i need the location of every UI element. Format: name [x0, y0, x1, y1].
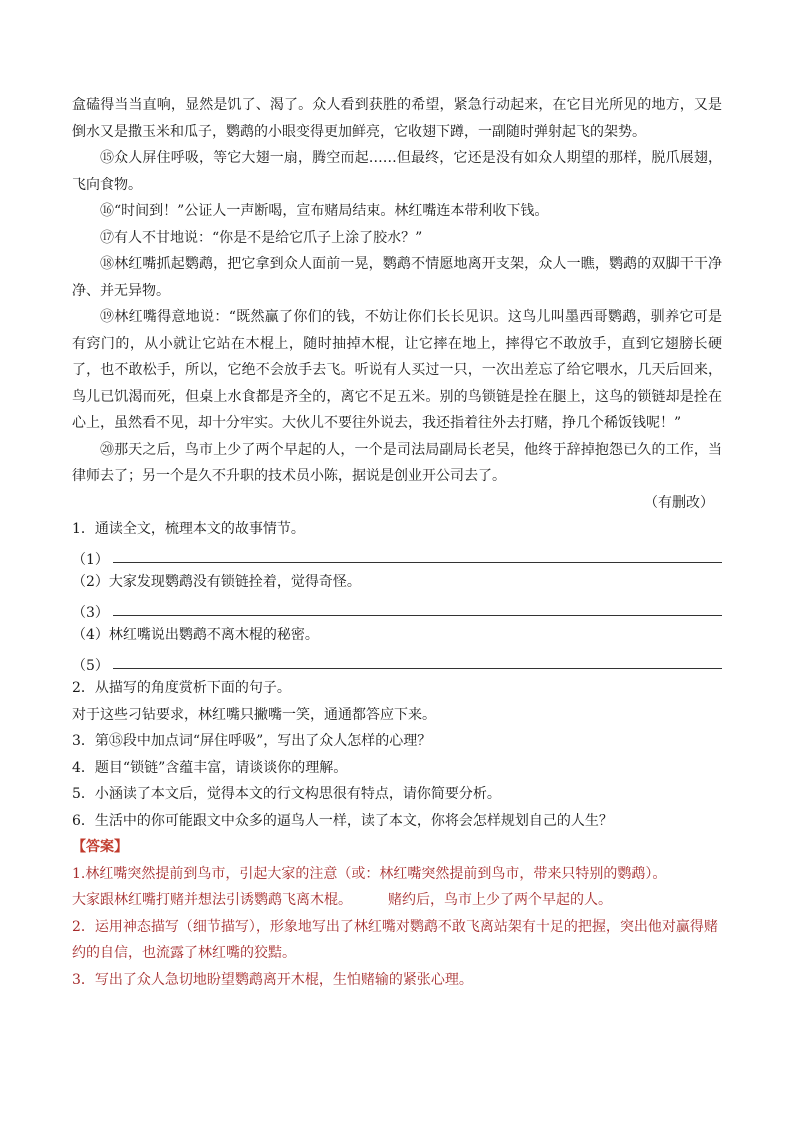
story-paragraph-15: ⑮众人屏住呼吸，等它大翅一扇，腾空而起……但最终，它还是没有如众人期望的那样，脱爪展翅，飞向食物。 — [72, 150, 722, 193]
story-paragraph-18: ⑱林红嘴抓起鹦鹉，把它拿到众人面前一晃，鹦鹉不情愿地离开支架，众人一瞧，鹦鹉的双脚干干净净、并无异物。 — [72, 256, 722, 299]
answer-heading: 【答案】 — [72, 839, 128, 855]
document-page — [72, 92, 722, 993]
story-paragraph-20: ⑳那天之后，鸟市上少了两个早起的人，一个是司法局副局长老吴，他终于辞掉抱怨已久的工作，当律师去了；另一个是久不升职的技术员小陈，据说是创业开公司去了。 — [72, 441, 722, 484]
blank-line — [113, 668, 722, 669]
story-paragraph-16: ⑯“时间到！”公证人一声断喝，宣布赌局结束。林红嘴连本带利收下钱。 — [100, 203, 549, 219]
blank-line — [113, 615, 722, 616]
answer-1-part-b: 赌约后，鸟市上少了两个早起的人。 — [388, 892, 612, 908]
answer-blank-3[interactable] — [72, 596, 722, 623]
question-2-sentence: 对于这些刁钻要求，林红嘴只撇嘴一笑，通通都答应下来。 — [72, 706, 436, 723]
plot-item-4: （4）林红嘴说出鹦鹉不离木棍的秘密。 — [72, 627, 319, 643]
answer-blank-1[interactable] — [72, 543, 722, 570]
question-2: 2．从描写的角度赏析下面的句子。 — [72, 680, 291, 696]
blank-label: （3） — [72, 605, 109, 621]
blank-label: （5） — [72, 658, 109, 674]
plot-item-2: （2）大家发现鹦鹉没有锁链拴着，觉得奇怪。 — [72, 574, 361, 590]
answer-1-line-2 — [72, 887, 722, 914]
answer-1-line-1: 1.林红嘴突然提前到鸟市，引起大家的注意（或：林红嘴突然提前到鸟市，带来只特别的鹦鹉）。 — [72, 865, 667, 882]
answer-2: 2．运用神态描写（细节描写），形象地写出了林红嘴对鹦鹉不敢飞离站架有十足的把握，突出他对赢得赌约的自信，也流露了林红嘴的狡黠。 — [72, 918, 718, 961]
question-1: 1．通读全文，梳理本文的故事情节。 — [72, 521, 305, 537]
story-paragraph-19: ⑲林红嘴得意地说：“既然赢了你们的钱，不妨让你们长长见识。这鸟儿叫墨西哥鹦鹉，驯养它可是有窍门的，从小就让它站在木棍上，随时抽掉木棍，让它摔在地上，摔得它不敢放手，直到它翅膀长硬了，也不敢松手，所以，它绝不会放手去飞。听说有人买过一只，一次出差忘了给它喂水，几天后回来，鸟儿已饥渴而死，但桌上水食都是齐全的，离它不足五米。别的鸟锁链是拴在腿上，这鸟的锁链却是拴在心上，虽然看不见，却十分牢实。大伙儿不要往外说去，我还指着往外去打赌，挣几个稀饭钱呢！” — [72, 309, 722, 431]
question-4: 4．题目“锁链”含蕴丰富，请谈谈你的理解。 — [72, 759, 348, 776]
blank-label: （1） — [72, 552, 109, 568]
source-note: （有删改） — [644, 494, 714, 511]
answer-1-part-a: 大家跟林红嘴打赌并想法引诱鹦鹉飞离木棍。 — [72, 892, 352, 908]
question-3: 3．第⑮段中加点词“屏住呼吸”，写出了众人怎样的心理？ — [72, 733, 432, 749]
answer-blank-5[interactable] — [72, 649, 722, 676]
question-5: 5．小涵读了本文后，觉得本文的行文构思很有特点，请你简要分析。 — [72, 786, 501, 802]
story-paragraph-continued: 盒磕得当当直响，显然是饥了、渴了。众人看到获胜的希望，紧急行动起来，在它目光所见的地方，又是倒水又是撒玉米和瓜子，鹦鹉的小眼变得更加鲜亮，它收翅下蹲，一副随时弹射起飞的架势。 — [72, 97, 722, 140]
answer-3: 3．写出了众人急切地盼望鹦鹉离开木棍，生怕赌输的紧张心理。 — [72, 971, 473, 988]
blank-line — [113, 562, 722, 563]
story-paragraph-17: ⑰有人不甘地说：“你是不是给它爪子上涂了胶水？” — [100, 229, 423, 246]
question-6: 6．生活中的你可能跟文中众多的逼鸟人一样，读了本文，你将会怎样规划自己的人生？ — [72, 812, 613, 829]
